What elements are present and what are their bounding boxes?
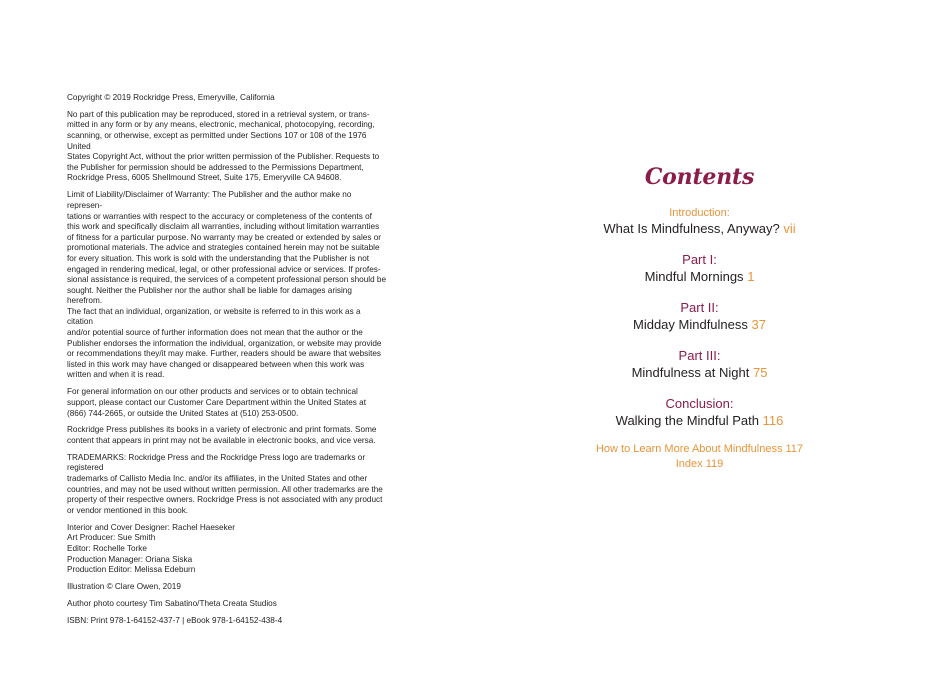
table-of-contents xyxy=(466,164,933,472)
part-label-2: Part II: xyxy=(680,300,719,315)
illustration-credit: Illustration © Clare Owen, 2019 xyxy=(67,582,181,592)
toc-entry-conclusion[interactable] xyxy=(466,412,933,430)
formats-paragraph: Rockridge Press publishes its books in a variety of electronic and print formats. Some content that appears in print may not be available in electronic books, and vice versa. xyxy=(67,425,377,445)
entry-title: What Is Mindfulness, Anyway? xyxy=(603,221,780,236)
page-number: vii xyxy=(783,221,796,236)
entry-title: Mindful Mornings xyxy=(644,269,744,284)
part-label-1: Part I: xyxy=(682,252,717,267)
entry-title: Walking the Mindful Path xyxy=(615,413,759,428)
liability-paragraph: Limit of Liability/Disclaimer of Warranty: The Publisher and the author make no represen- tations or warranties with respect to the accuracy or completeness of the contents of this work and specifically disclaim all warranties, including without limitation warranties of fitness for a particular purpose. No warranty may be created or extended by sales or promotional materials. The advice and strategies contained herein may not be suitable for every situation. This work is sold with the understanding that the Publisher is not engaged in rendering medical, legal, or other professional advice or services. If profes- sional assistance is required, the services of a competent professional person should be sought. Neither the Publisher nor the author shall be liable for damages arising herefrom. The fact that an individual, organization, or website is referred to in this work as a citation and/or potential source of further information does not mean that the author or the Publisher endorses the information the individual, organization, or website may provide or recommendations they/it may make. Further, readers should be aware that websites listed in this work may have changed or disappeared between when this work was written and when it is read. xyxy=(67,190,387,380)
toc-entry-part-1[interactable] xyxy=(466,268,933,286)
isbn-line: ISBN: Print 978-1-64152-437-7 | eBook 978-1-64152-438-4 xyxy=(67,615,283,625)
copyright-text xyxy=(67,93,387,626)
toc-entry-learn-more[interactable]: How to Learn More About Mindfulness 117 xyxy=(595,443,804,455)
intro-label: Introduction: xyxy=(669,207,730,219)
page-number: 116 xyxy=(762,413,784,428)
contents-title: Contents xyxy=(644,164,755,190)
page-number: 75 xyxy=(752,365,768,380)
credits-paragraph: Interior and Cover Designer: Rachel Haeseker Art Producer: Sue Smith Editor: Rochelle Torke Production Manager: Oriana Siska Production Editor: Melissa Edeburn xyxy=(67,522,235,575)
toc-entry-part-3[interactable] xyxy=(466,364,933,382)
entry-title: Midday Mindfulness xyxy=(633,317,748,332)
copyright-line: Copyright © 2019 Rockridge Press, Emeryville, California xyxy=(67,93,275,102)
page-number: 1 xyxy=(747,269,755,284)
page-number: 37 xyxy=(751,317,766,332)
photo-credit: Author photo courtesy Tim Sabatino/Theta Creata Studios xyxy=(67,598,277,608)
part-label-3: Part III: xyxy=(678,348,721,363)
toc-entry-part-2[interactable] xyxy=(466,316,933,334)
toc-entry-index[interactable]: Index 119 xyxy=(675,458,724,470)
toc-entry-intro[interactable] xyxy=(466,220,933,238)
contents-page xyxy=(466,0,933,700)
rights-paragraph: No part of this publication may be reproduced, stored in a retrieval system, or trans- mitted in any form or by any means, electronic, mechanical, photocopying, recording, scanning, or otherwise, except as permitted under Sections 107 or 108 of the 1976 United States Copyright Act, without the prior written permission of the Publisher. Requests to the Publisher for permission should be addressed to the Permissions Department, Rockridge Press, 6005 Shellmound Street, Suite 175, Emeryville CA 94608. xyxy=(67,109,380,183)
trademarks-paragraph: TRADEMARKS: Rockridge Press and the Rockridge Press logo are trademarks or registered trademarks of Callisto Media Inc. and/or its affiliates, in the United States and other countries, and may not be used without written permission. All other trademarks are the property of their respective owners. Rockridge Press is not associated with any product or vendor mentioned in this book. xyxy=(67,452,383,515)
conclusion-label: Conclusion: xyxy=(665,396,734,411)
copyright-page xyxy=(0,0,466,700)
general-info-paragraph: For general information on our other products and services or to obtain technical support, please contact our Customer Care Department within the United States at (866) 744-2665, or outside the United States at (510) 253-0500. xyxy=(67,387,366,418)
entry-title: Mindfulness at Night xyxy=(631,365,750,380)
